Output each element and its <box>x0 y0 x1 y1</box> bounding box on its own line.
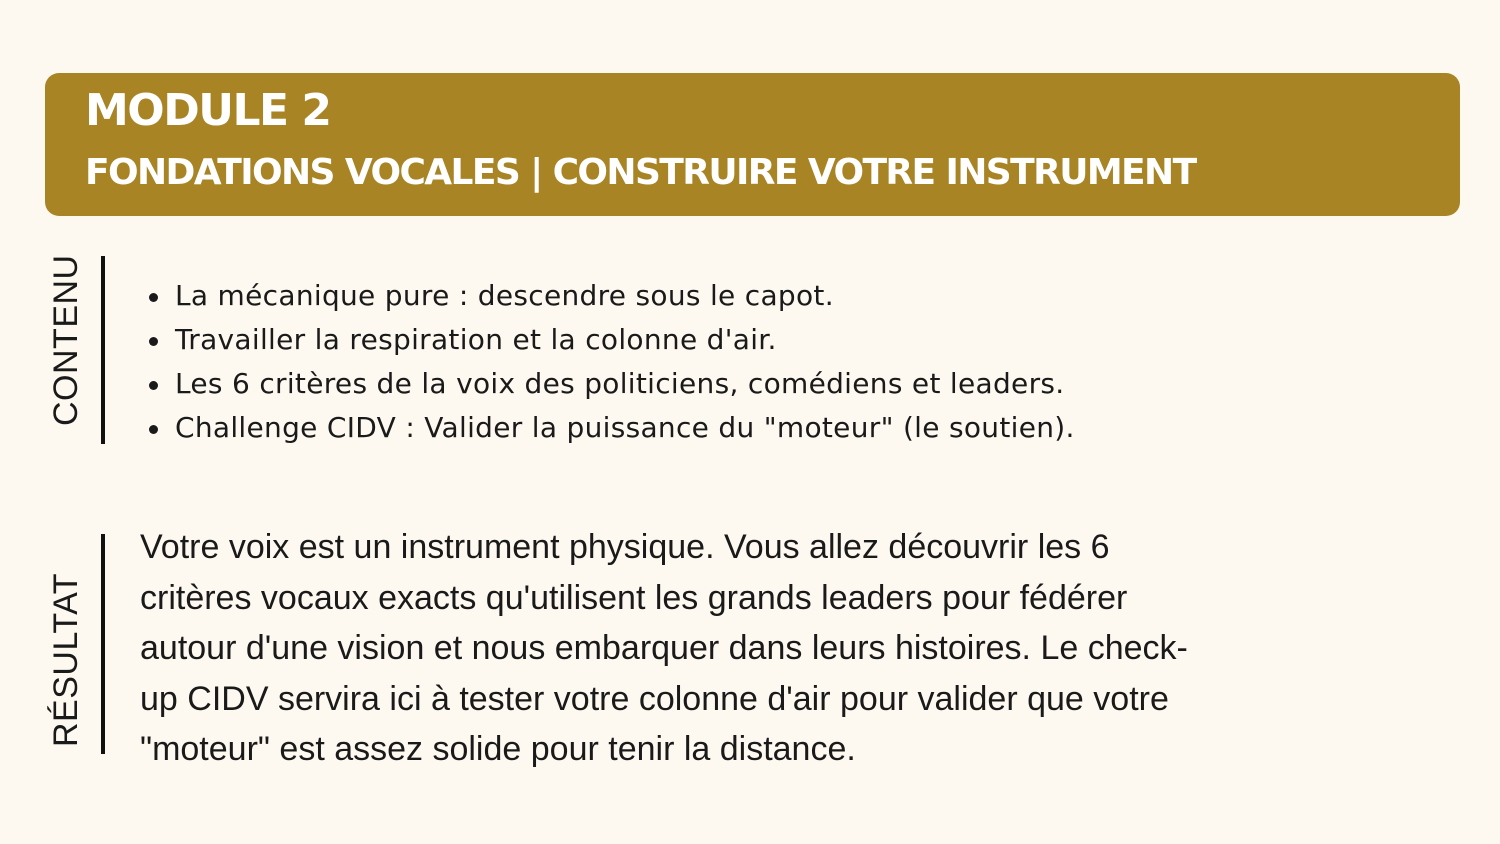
module-subtitle: FONDATIONS VOCALES | CONSTRUIRE VOTRE INSTRUMENT <box>85 152 1196 193</box>
bullet-dot-icon <box>149 293 158 302</box>
contenu-item-text: La mécanique pure : descendre sous le capot. <box>175 279 834 312</box>
contenu-item-text: Travailler la respiration et la colonne d'air. <box>175 323 777 356</box>
contenu-divider <box>101 256 105 444</box>
bullet-dot-icon <box>149 337 158 346</box>
resultat-line: critères vocaux exacts qu'utilisent les grands leaders pour fédérer <box>140 578 1128 617</box>
contenu-list <box>146 274 1075 450</box>
resultat-section-label: RÉSULTAT <box>47 572 85 748</box>
resultat-line: Votre voix est un instrument physique. Vous allez découvrir les 6 <box>140 528 1110 566</box>
resultat-line: "moteur" est assez solide pour tenir la distance. <box>140 730 856 768</box>
resultat-line: autour d'une vision et nous embarquer dans leurs histoires. Le check- <box>140 629 1188 667</box>
contenu-item-text: Les 6 critères de la voix des politiciens, comédiens et leaders. <box>175 367 1065 400</box>
module-number-title: MODULE 2 <box>85 85 331 136</box>
contenu-section-label: CONTENU <box>47 254 85 426</box>
resultat-line: up CIDV servira ici à tester votre colonne d'air pour valider que votre <box>140 679 1169 718</box>
contenu-list-item <box>146 318 1075 362</box>
resultat-paragraph <box>140 522 1280 775</box>
resultat-divider <box>101 534 105 754</box>
contenu-list-item <box>146 362 1075 406</box>
bullet-dot-icon <box>149 425 158 434</box>
contenu-item-text: Challenge CIDV : Valider la puissance du "moteur" (le soutien). <box>175 411 1075 444</box>
bullet-dot-icon <box>149 381 158 390</box>
contenu-list-item <box>146 274 1075 318</box>
contenu-list-item <box>146 406 1075 450</box>
module-header-banner <box>45 73 1460 216</box>
